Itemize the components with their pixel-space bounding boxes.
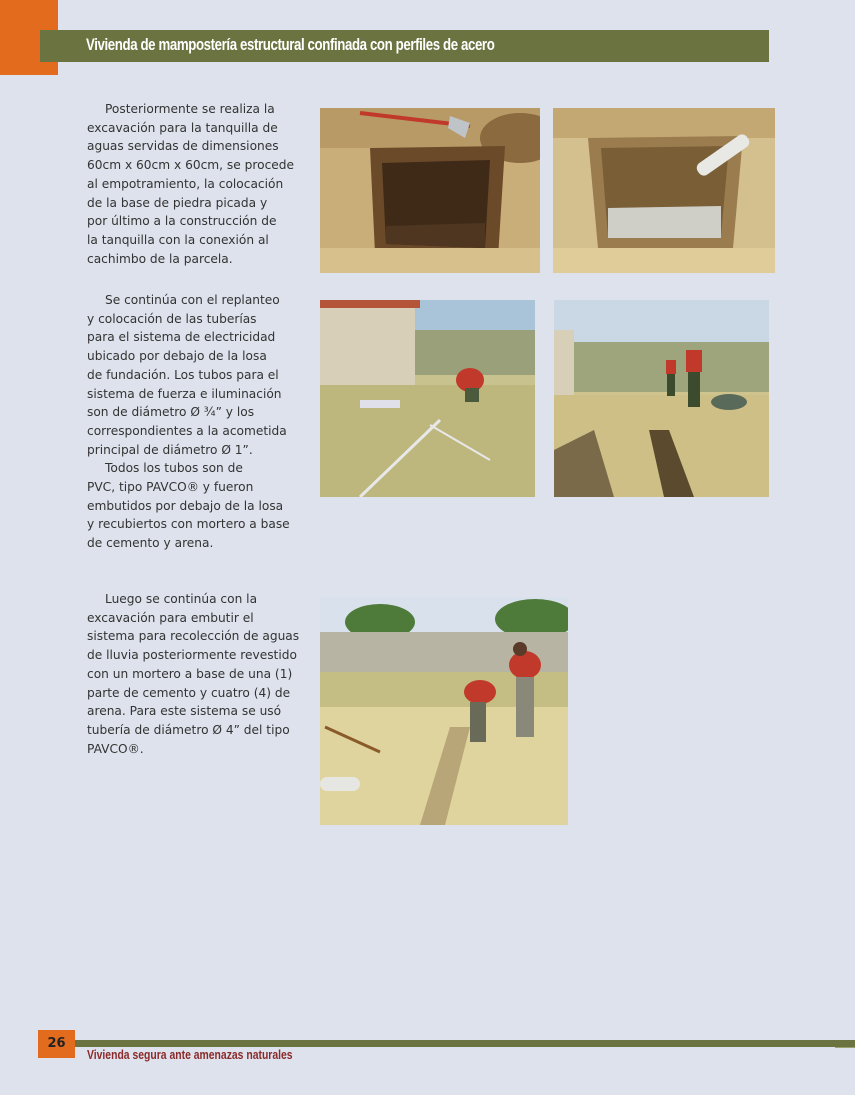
paragraph-electricidad [87,291,312,553]
text-line: PVC, tipo PAVCO® y fueron [87,480,254,495]
text-line: arena. Para este sistema se usó [87,704,282,719]
text-line: con un mortero a base de una (1) [87,666,293,681]
header-bar [40,30,769,62]
text-line: para el sistema de electricidad [87,330,276,345]
text-line: y recubiertos con mortero a base [87,517,290,532]
text-line: sistema de fuerza e iluminación [87,386,282,401]
text-line: Se continúa con el replanteo [105,293,280,307]
text-line: principal de diámetro Ø 1”. [87,442,253,457]
text-line: correspondientes a la acometida [87,423,287,438]
footer-rule-thin [835,1047,855,1048]
text-line: sistema para recolección de aguas [87,629,300,644]
text-line: por último a la construcción de [87,214,277,229]
text-line: ubicado por debajo de la losa [87,349,267,364]
text-line: tubería de diámetro Ø 4” del tipo [87,722,290,737]
photo-base-piedra-picada [553,108,775,273]
text-line: son de diámetro Ø ¾” y los [87,405,255,420]
paragraph-tanquilla [87,100,312,268]
text-line: 60cm x 60cm x 60cm, se procede [87,158,295,173]
page-header-title: Vivienda de mampostería estructural confinada con perfiles de acero [86,35,495,54]
photo-excavacion-aguas-lluvia [320,597,568,825]
footer-title: Vivienda segura ante amenazas naturales [87,1047,293,1062]
photo-trabajadores-carretilla [554,300,769,497]
photo-replanteo-tuberias [320,300,535,497]
text-line: Todos los tubos son de [105,461,243,476]
text-line: y colocación de las tuberías [87,311,257,326]
text-line: cachimbo de la parcela. [87,251,233,266]
text-line: parte de cemento y cuatro (4) de [87,685,291,700]
text-line: aguas servidas de dimensiones [87,139,279,154]
text-line: excavación para la tanquilla de [87,120,278,135]
photo-excavacion-tanquilla [320,108,540,273]
paragraph-aguas-lluvia [87,590,312,758]
text-line: de la base de piedra picada y [87,195,268,210]
text-line: excavación para embutir el [87,610,254,625]
text-line: Posteriormente se realiza la [105,102,275,116]
footer-rule [75,1040,855,1047]
text-line: embutidos por debajo de la losa [87,498,284,513]
text-line: al empotramiento, la colocación [87,176,284,191]
text-line: de fundación. Los tubos para el [87,367,279,382]
text-line: Luego se continúa con la [105,592,258,606]
text-line: de cemento y arena. [87,536,214,551]
text-line: de lluvia posteriormente revestido [87,648,297,663]
text-line: PAVCO®. [87,741,144,756]
text-line: la tanquilla con la conexión al [87,232,269,247]
page-number: 26 [38,1030,75,1058]
